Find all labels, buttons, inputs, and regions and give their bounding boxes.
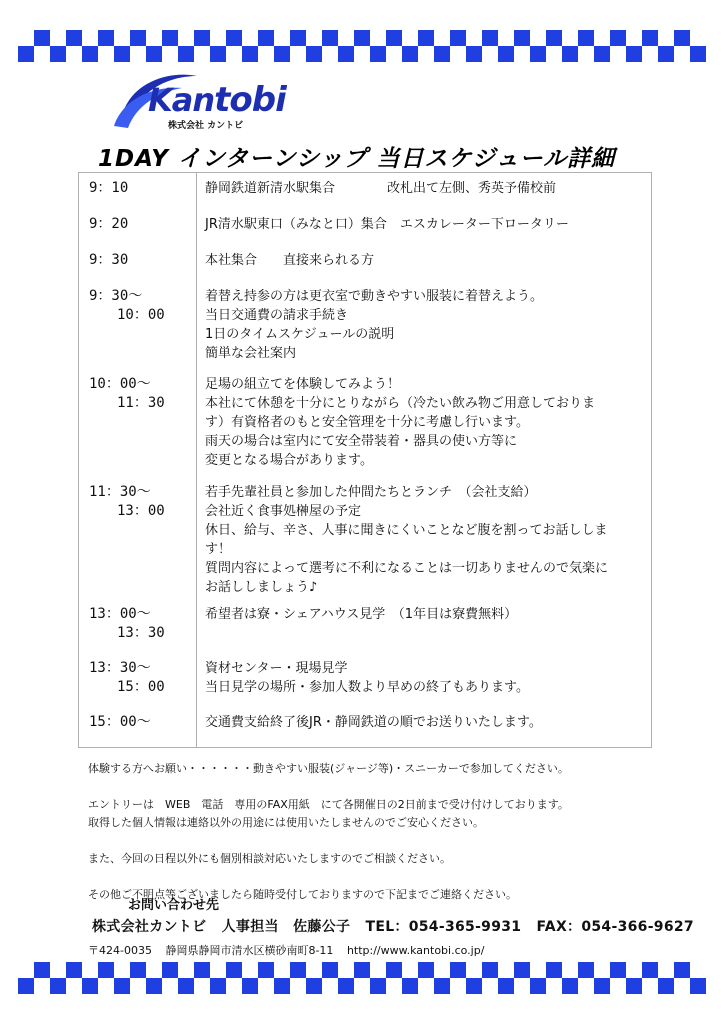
- address-line: [88, 942, 494, 958]
- logo-wordmark: Kantobi: [148, 80, 286, 120]
- contact-company: 株式会社カントビ: [92, 919, 207, 935]
- note-request: 体験する方へお願い・・・・・・動きやすい服装(ジャージ等)・スニーカーで参加してください。: [88, 762, 569, 775]
- logo-company-name: 株式会社 カントビ: [168, 121, 244, 131]
- schedule-desc: 足場の組立てを体験してみよう！ 本社にて休憩を十分にとりながら（冷たい飲み物ご用意しておりま す）有資格者のもと安全管理を十分に考慮し行います。 雨天の場合は室内にて安全帯装着・器具の使い方等に 変更となる場合があります。: [205, 377, 596, 468]
- schedule-desc: JR清水駅東口（みなと口）集合 エスカレーター下ロータリー: [205, 217, 569, 232]
- schedule-time: 9：30: [89, 252, 129, 268]
- schedule-desc: 希望者は寮・シェアハウス見学 （1年目は寮費無料）: [205, 607, 518, 622]
- schedule-desc: 若手先輩社員と参加した仲間たちとランチ （会社支給） 会社近く食事処榊屋の予定 休日、給与、辛さ、人事に聞きにくいことなど腹を割ってお話ししま す！ 質問内容によって選考に不利になることは一切ありませんので気楽に お話ししましょう♪: [205, 485, 609, 595]
- schedule-time: 9：20: [89, 216, 129, 232]
- website-link[interactable]: http://www.kantobi.co.jp/: [346, 944, 485, 957]
- schedule-time: 9：10: [89, 180, 129, 196]
- schedule-time: 10：00～ 11：30: [89, 376, 165, 411]
- schedule-desc: 静岡鉄道新清水駅集合 改札出て左側、秀英予備校前: [205, 181, 557, 196]
- notes-section: [88, 760, 688, 904]
- schedule-desc: 本社集合 直接来られる方: [205, 253, 375, 268]
- checker-border-top: [18, 30, 706, 62]
- note-consult: また、今回の日程以外にも個別相談対応いたしますのでご相談ください。: [88, 852, 451, 865]
- note-privacy: 取得した個人情報は連絡以外の用途には使用いたしませんのでご安心ください。: [88, 816, 484, 829]
- schedule-desc: 資材センター・現場見学 当日見学の場所・参加人数より早めの終了もあります。: [205, 661, 529, 695]
- checker-border-bottom: [18, 962, 706, 994]
- schedule-time: 11：30～ 13：00: [89, 484, 165, 519]
- note-entry: エントリーは WEB 電話 専用のFAX用紙 にて各開催日の2日前まで受け付けしております。: [88, 798, 569, 811]
- column-divider: [196, 173, 197, 747]
- schedule-time: 13：00～ 13：30: [89, 606, 165, 641]
- schedule-desc: 着替え持参の方は更衣室で動きやすい服装に着替えよう。 当日交通費の請求手続き 1日のタイムスケジュールの説明 簡単な会社案内: [205, 289, 544, 361]
- postal-code: 〒424-0035: [88, 944, 152, 957]
- page-title: 1DAY インターンシップ 当日スケジュール詳細: [98, 146, 616, 172]
- contact-person: 人事担当 佐藤公子: [221, 919, 351, 935]
- contact-info: [92, 916, 712, 936]
- street-address: 静岡県静岡市清水区横砂南町8-11: [165, 944, 334, 957]
- schedule-time: 9：30～ 10：00: [89, 288, 165, 323]
- company-logo: [112, 66, 342, 134]
- schedule-table: [78, 172, 652, 748]
- contact-heading: お問い合わせ先: [128, 898, 220, 913]
- schedule-time: 15：00～: [89, 714, 151, 730]
- contact-fax: FAX：054-366-9627: [536, 919, 694, 935]
- schedule-time: 13：30～ 15：00: [89, 660, 165, 695]
- schedule-desc: 交通費支給終了後JR・静岡鉄道の順でお送りいたします。: [205, 715, 542, 730]
- note-other: その他ご不明点等ございましたら随時受付しておりますので下記までご連絡ください。: [88, 888, 517, 901]
- contact-tel[interactable]: TEL：054-365-9931: [365, 919, 522, 935]
